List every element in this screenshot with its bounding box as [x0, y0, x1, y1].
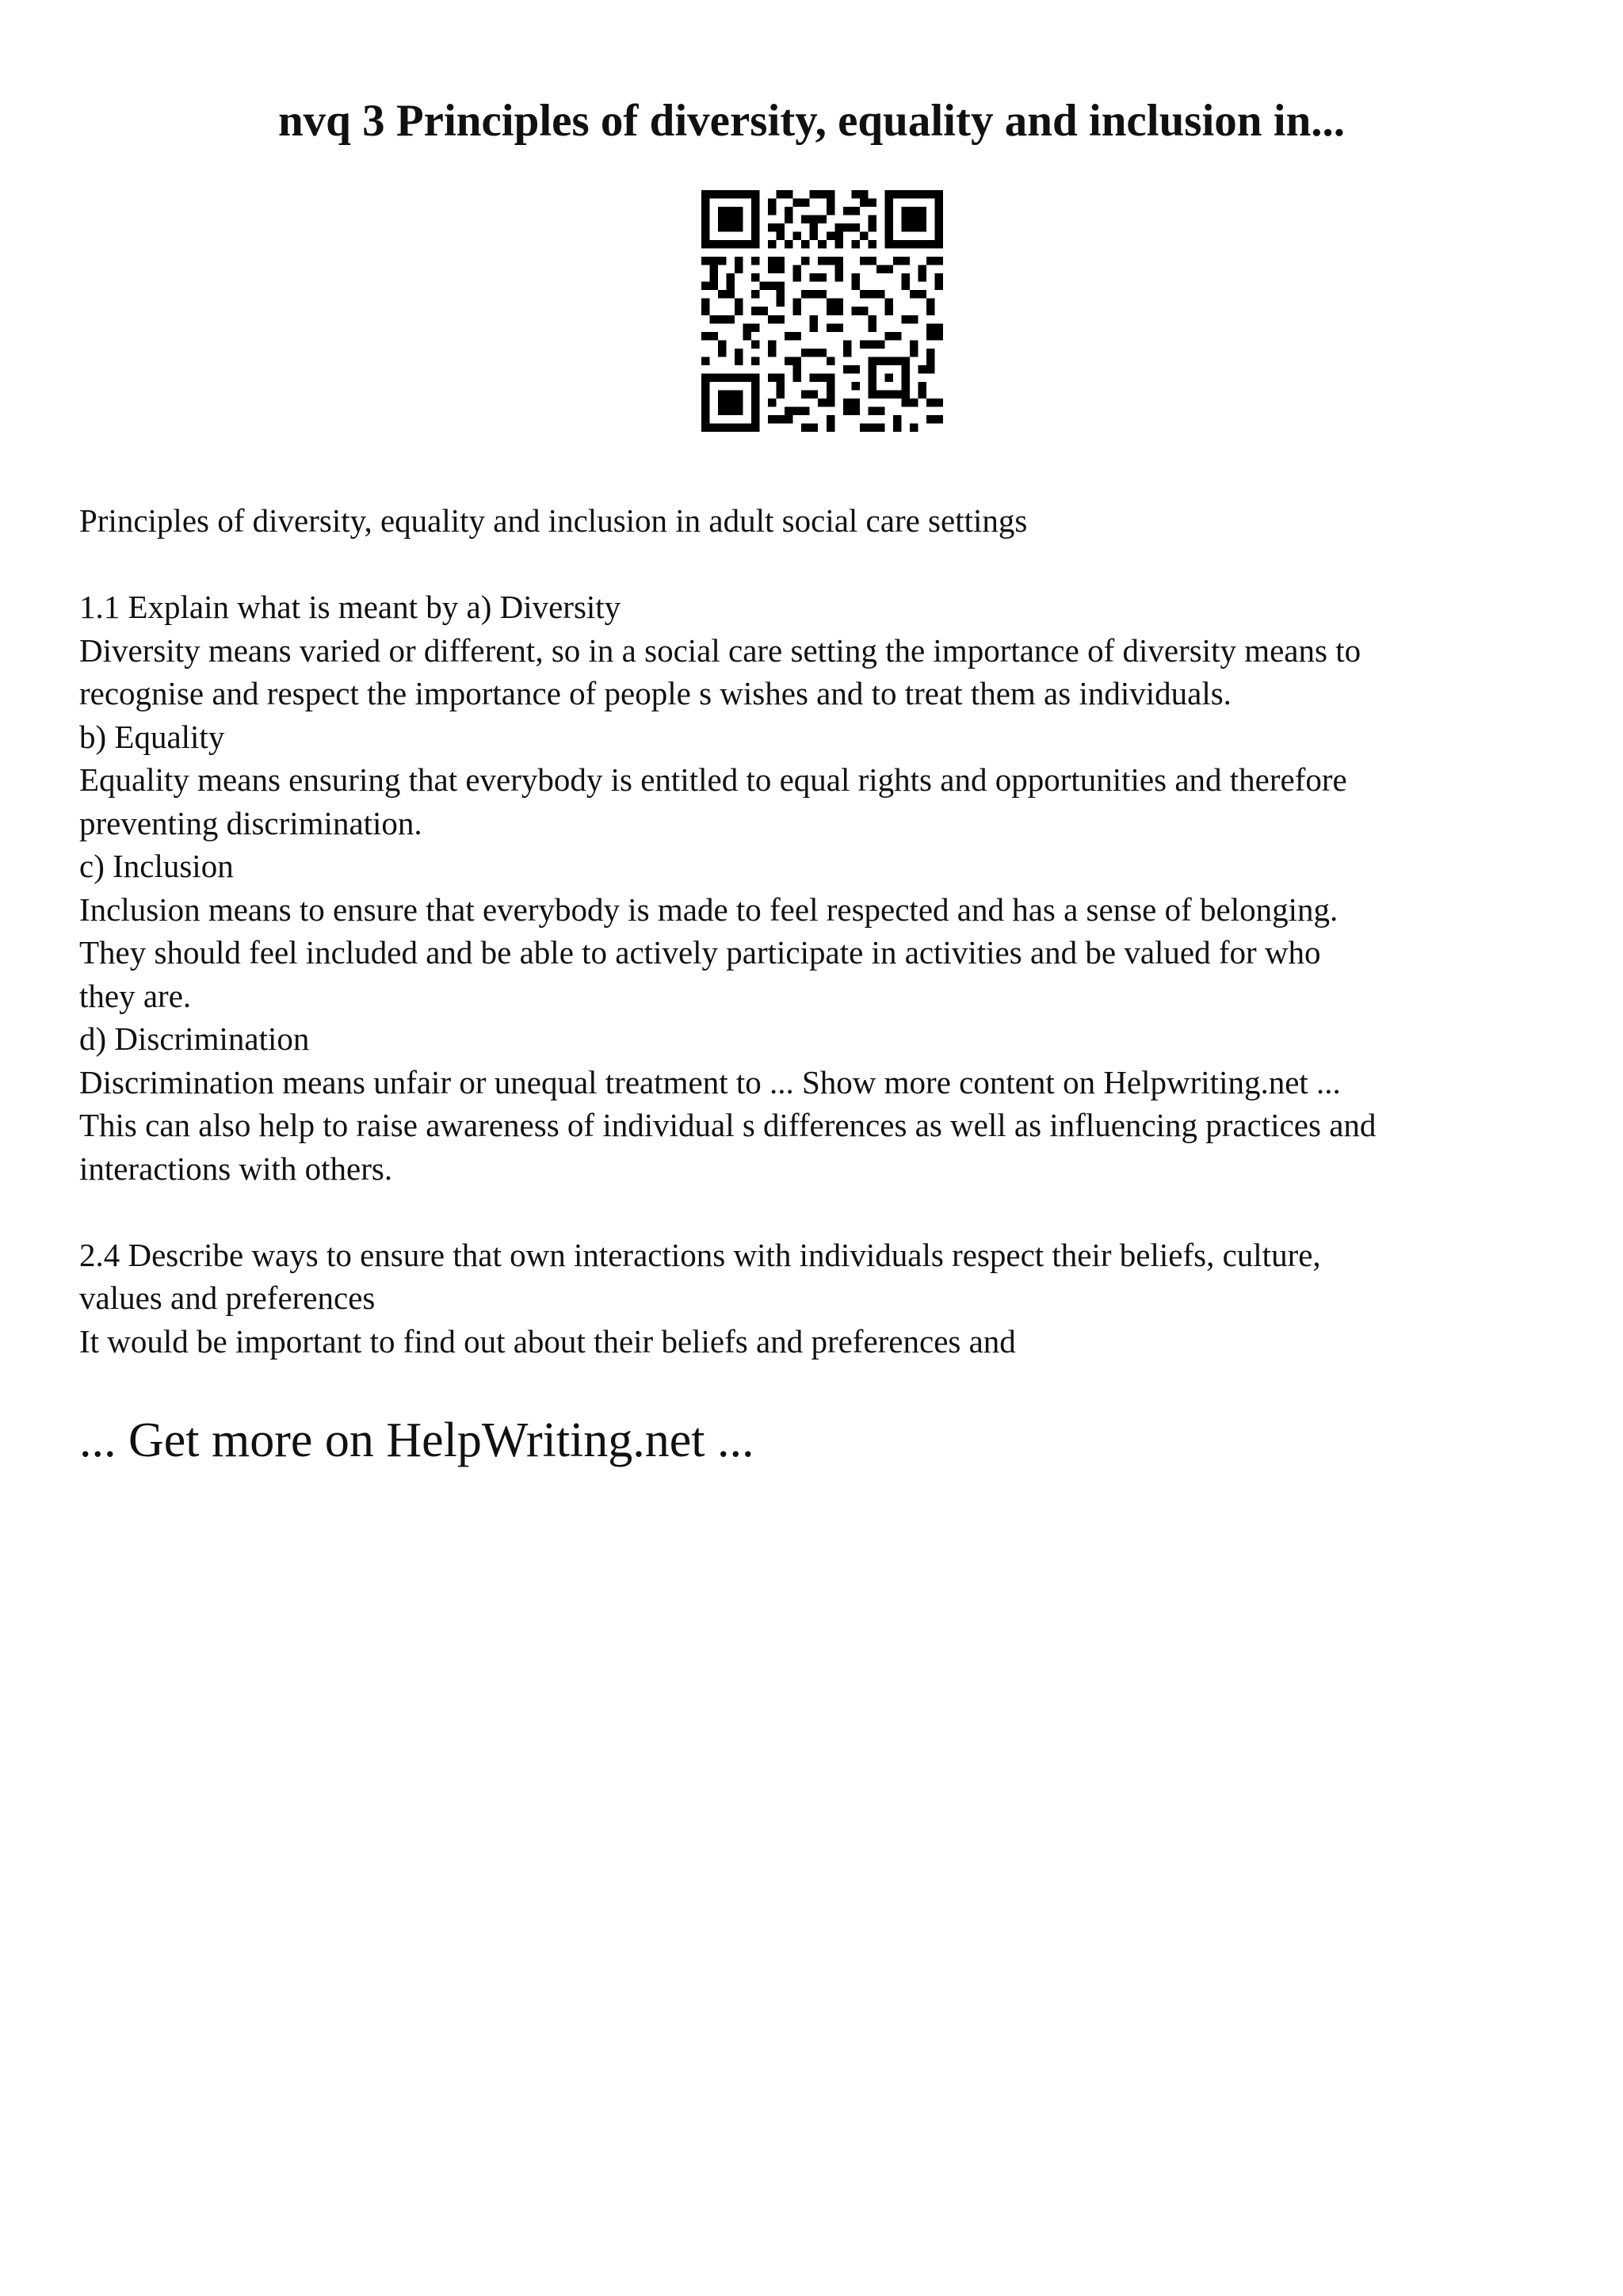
section-2-4-heading: values and preferences	[79, 1280, 376, 1316]
get-more-link[interactable]: ... Get more on HelpWriting.net ...	[79, 1413, 754, 1467]
section-2-4-text-line: It would be important to find out about their beliefs and preferences and	[79, 1322, 1016, 1360]
equality-text-line: Equality means ensuring that everybody is entitled to equal rights and opportunities and therefore	[79, 761, 1347, 798]
inclusion-heading: c) Inclusion	[79, 848, 234, 884]
paragraph-gap	[79, 1190, 1569, 1234]
paragraph-gap	[79, 543, 1569, 586]
document-title: nvq 3 Principles of diversity, equality and inclusion in...	[277, 96, 1346, 146]
discrimination-text-line: Discrimination means unfair or unequal treatment to ... Show more content on Helpwriting.net ...	[79, 1063, 1341, 1100]
diversity-text-line: Diversity means varied or different, so in a social care setting the importance of diversity means to	[79, 631, 1361, 669]
inclusion-text-line: Inclusion means to ensure that everybody is made to feel respected and has a sense of belonging.	[79, 891, 1338, 928]
equality-text-line: preventing discrimination.	[79, 804, 422, 841]
discrimination-heading: d) Discrimination	[79, 1020, 310, 1057]
diversity-text-line: recognise and respect the importance of people s wishes and to treat them as individuals.	[79, 675, 1232, 711]
inclusion-text-line: they are.	[79, 977, 192, 1014]
inclusion-text-line: They should feel included and be able to actively participate in activities and be valued for who	[79, 934, 1321, 971]
section-2-4-heading: 2.4 Describe ways to ensure that own interactions with individuals respect their beliefs, culture,	[79, 1236, 1321, 1273]
discrimination-text-line: interactions with others.	[79, 1150, 393, 1187]
document-body	[79, 499, 1569, 1363]
discrimination-text-line: This can also help to raise awareness of individual s differences as well as influencing practices and	[79, 1107, 1377, 1143]
equality-heading: b) Equality	[79, 718, 225, 755]
section-1-1-heading: 1.1 Explain what is meant by a) Diversity	[79, 589, 621, 625]
qr-code-icon	[701, 190, 943, 432]
intro-line: Principles of diversity, equality and inclusion in adult social care settings	[79, 502, 1028, 539]
